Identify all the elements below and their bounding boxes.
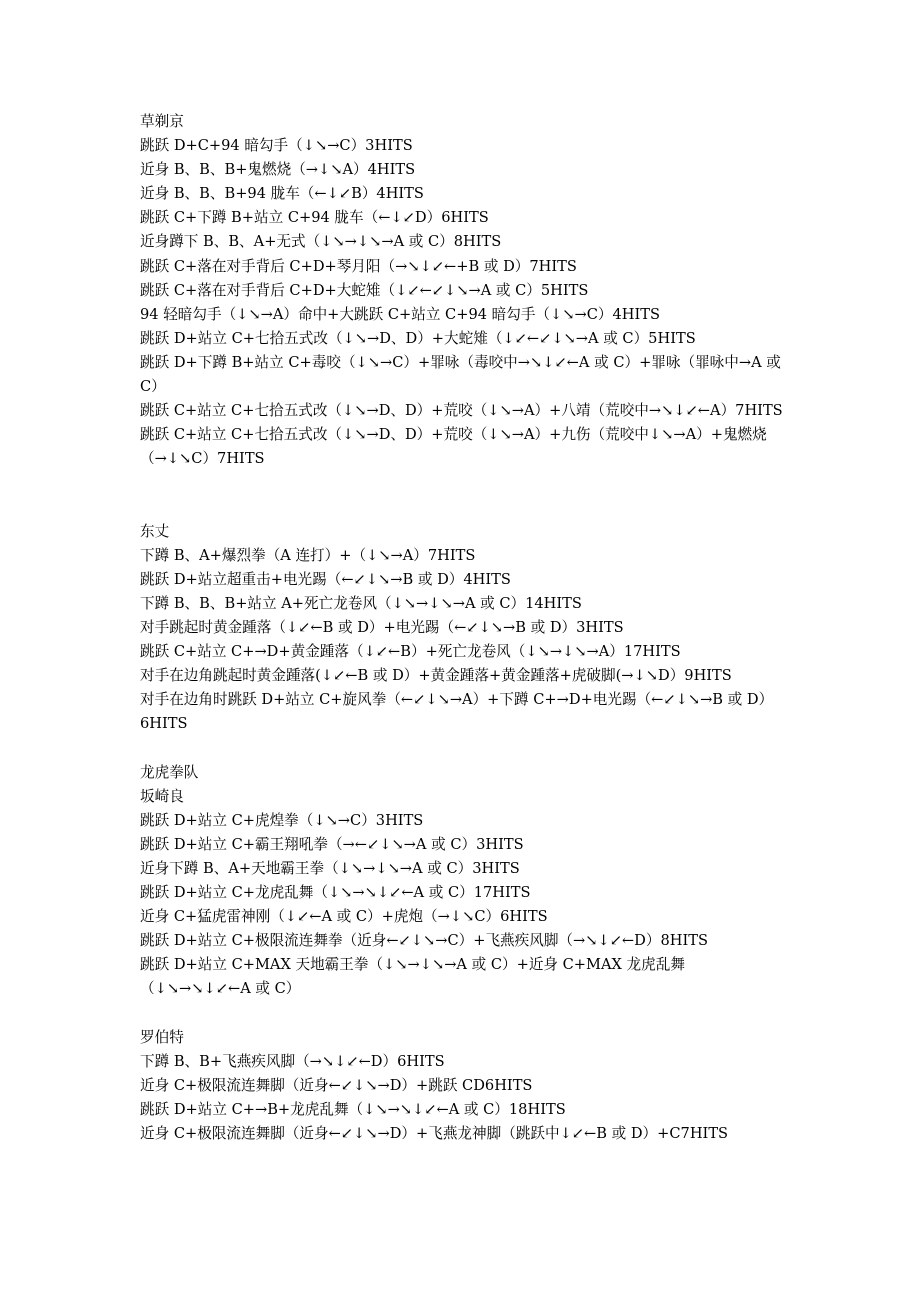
section-title: 罗伯特: [140, 1028, 184, 1046]
combo-line: 下蹲 B、A+爆烈拳（A 连打）+（↓↘→A）7HITS: [140, 546, 476, 564]
section-title: 草剃京: [140, 113, 184, 130]
combo-line: 跳跃 D+站立 C+龙虎乱舞（↓↘→↘↓↙←A 或 C）17HITS: [140, 884, 531, 901]
section-joe: [140, 520, 785, 737]
section-art-of-fighting-ryo: [140, 761, 785, 1002]
combo-line: 跳跃 C+落在对手背后 C+D+琴月阳（→↘↓↙←+B 或 D）7HITS: [140, 257, 577, 275]
combo-line: 跳跃 D+站立 C+七拾五式改（↓↘→D、D）+大蛇雉（↓↙←↙↓↘→A 或 C）5HITS: [140, 329, 696, 347]
section-subtitle: 坂崎良: [140, 787, 184, 805]
combo-line: 跳跃 D+站立 C+虎煌拳（↓↘→C）3HITS: [140, 811, 424, 829]
combo-line: 跳跃 D+站立 C+MAX 天地霸王拳（↓↘→↓↘→A 或 C）+近身 C+MAX 龙虎乱舞（↓↘→↘↓↙←A 或 C）: [140, 956, 685, 998]
section-robert: [140, 1026, 785, 1146]
combo-line: 跳跃 D+站立超重击+电光踢（←↙↓↘→B 或 D）4HITS: [140, 570, 511, 588]
combo-line: 近身 C+猛虎雷神刚（↓↙←A 或 C）+虎炮（→↓↘C）6HITS: [140, 908, 548, 926]
section-title: 龙虎拳队: [140, 763, 199, 781]
combo-line: 跳跃 D+C+94 暗勾手（↓↘→C）3HITS: [140, 137, 413, 155]
section-spacer: [140, 471, 785, 519]
combo-line: 94 轻暗勾手（↓↘→A）命中+大跳跃 C+站立 C+94 暗勾手（↓↘→C）4HITS: [140, 305, 660, 323]
combo-line: 跳跃 D+站立 C+霸王翔吼拳（→←↙↓↘→A 或 C）3HITS: [140, 835, 524, 853]
combo-line: 下蹲 B、B+飞燕疾风脚（→↘↓↙←D）6HITS: [140, 1052, 445, 1070]
combo-line: 跳跃 D+站立 C+极限流连舞拳（近身←↙↓↘→C）+飞燕疾风脚（→↘↓↙←D）8HITS: [140, 932, 708, 950]
combo-line: 跳跃 C+站立 C+七拾五式改（↓↘→D、D）+荒咬（↓↘→A）+九伤（荒咬中↓↘→A）+鬼燃烧（→↓↘C）7HITS: [140, 426, 767, 468]
combo-line: 对手在边角时跳跃 D+站立 C+旋风拳（←↙↓↘→A）+下蹲 C+→D+电光踢（←↙↓↘→B 或 D）6HITS: [140, 691, 774, 733]
combo-line: 跳跃 D+下蹲 B+站立 C+毒咬（↓↘→C）+罪咏（毒咬中→↘↓↙←A 或 C）+罪咏（罪咏中→A 或 C）: [140, 353, 786, 396]
combo-line: 近身 B、B、B+94 胧车（←↓↙B）4HITS: [140, 185, 424, 203]
combo-line: 近身 B、B、B+鬼燃烧（→↓↘A）4HITS: [140, 161, 416, 179]
combo-line: 跳跃 C+下蹲 B+站立 C+94 胧车（←↓↙D）6HITS: [140, 209, 489, 227]
section-spacer: [140, 1001, 785, 1025]
combo-line: 近身 C+极限流连舞脚（近身←↙↓↘→D）+跳跃 CD6HITS: [140, 1076, 533, 1094]
combo-line: 跳跃 C+站立 C+七拾五式改（↓↘→D、D）+荒咬（↓↘→A）+八靖（荒咬中→↘↓↙←A）7HITS: [140, 402, 783, 420]
combo-line: 对手在边角跳起时黄金踵落(↓↙←B 或 D）+黄金踵落+黄金踵落+虎破脚(→↓↘D）9HITS: [140, 667, 732, 685]
document-page: [140, 110, 785, 1146]
combo-line: 近身蹲下 B、B、A+无式（↓↘→↓↘→A 或 C）8HITS: [140, 233, 502, 251]
section-title: 东丈: [140, 522, 170, 540]
section-kyo: [140, 110, 785, 471]
combo-line: 近身下蹲 B、A+天地霸王拳（↓↘→↓↘→A 或 C）3HITS: [140, 859, 520, 877]
combo-line: 下蹲 B、B、B+站立 A+死亡龙卷风（↓↘→↓↘→A 或 C）14HITS: [140, 594, 582, 612]
combo-line: 近身 C+极限流连舞脚（近身←↙↓↘→D）+飞燕龙神脚（跳跃中↓↙←B 或 D）+C7HITS: [140, 1124, 729, 1142]
combo-line: 对手跳起时黄金踵落（↓↙←B 或 D）+电光踢（←↙↓↘→B 或 D）3HITS: [140, 618, 624, 636]
combo-line: 跳跃 D+站立 C+→B+龙虎乱舞（↓↘→↘↓↙←A 或 C）18HITS: [140, 1100, 566, 1118]
combo-line: 跳跃 C+落在对手背后 C+D+大蛇雉（↓↙←↙↓↘→A 或 C）5HITS: [140, 281, 589, 299]
combo-line: 跳跃 C+站立 C+→D+黄金踵落（↓↙←B）+死亡龙卷风（↓↘→↓↘→A）17HITS: [140, 643, 681, 661]
section-spacer: [140, 736, 785, 760]
